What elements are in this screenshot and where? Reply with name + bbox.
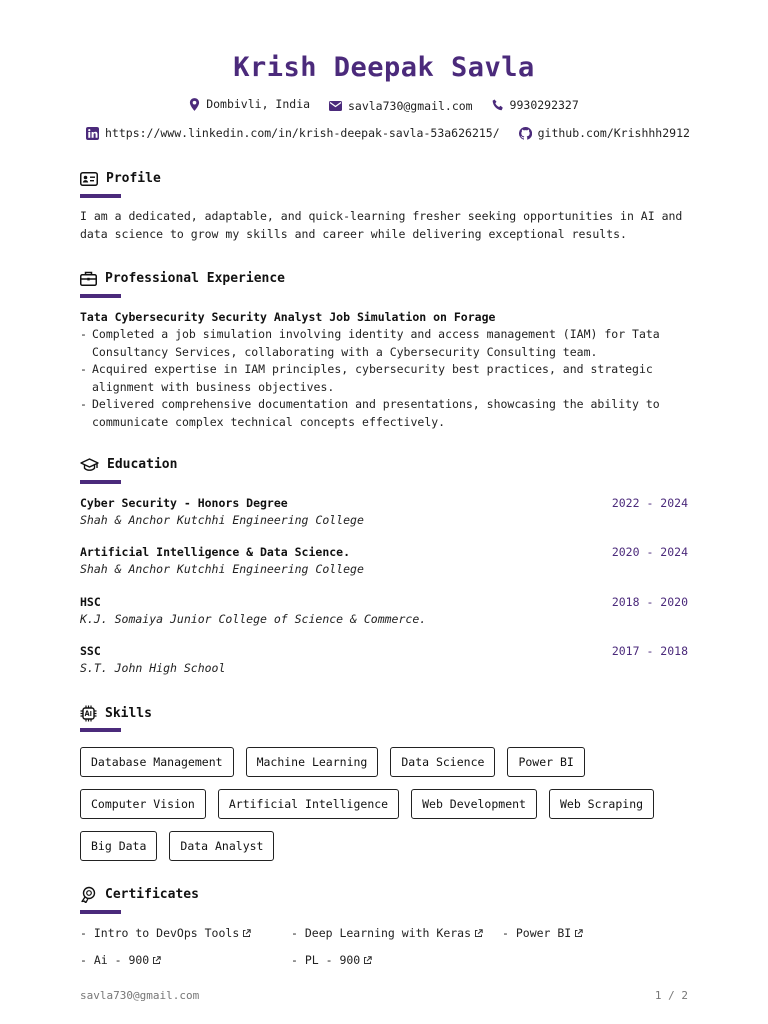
skill-chip: Web Scraping bbox=[549, 789, 654, 819]
external-link-icon bbox=[242, 929, 251, 938]
linkedin-icon bbox=[86, 127, 99, 140]
phone-icon bbox=[492, 99, 504, 111]
section-underline bbox=[80, 728, 121, 732]
skills-title: Skills bbox=[105, 706, 152, 721]
skill-chip: Data Analyst bbox=[169, 831, 274, 861]
certificate-badge-icon bbox=[80, 886, 97, 903]
education-school: Shah & Anchor Kutchhi Engineering College bbox=[80, 513, 364, 527]
certificate-link[interactable] bbox=[291, 926, 483, 940]
experience-bullets bbox=[80, 326, 688, 431]
skill-chip: Data Science bbox=[390, 747, 495, 777]
certificate-name[interactable]: - Power BI bbox=[502, 926, 572, 940]
skill-row bbox=[80, 831, 690, 861]
external-link-icon bbox=[152, 956, 161, 965]
certificate-name[interactable]: - Deep Learning with Keras bbox=[291, 926, 472, 940]
email-icon bbox=[329, 101, 342, 111]
briefcase-icon bbox=[80, 271, 97, 286]
external-link-icon bbox=[363, 956, 372, 965]
certificate-name[interactable]: - Intro to DevOps Tools bbox=[80, 926, 240, 940]
certificate-name[interactable]: - Ai - 900 bbox=[80, 953, 150, 967]
resume-name: Krish Deepak Savla bbox=[233, 52, 535, 83]
education-degree: HSC bbox=[80, 595, 101, 609]
certificates-title: Certificates bbox=[105, 887, 199, 902]
education-degree: SSC bbox=[80, 644, 101, 658]
profile-section-header bbox=[80, 171, 161, 186]
skill-chip: Big Data bbox=[80, 831, 157, 861]
education-section-header bbox=[80, 457, 177, 472]
education-item bbox=[80, 496, 688, 527]
certificates-section-header bbox=[80, 886, 199, 903]
github-icon bbox=[519, 127, 532, 140]
external-link-icon bbox=[474, 929, 483, 938]
linkedin-link[interactable]: https://www.linkedin.com/in/krish-deepak-savla-53a626215/ bbox=[105, 126, 500, 140]
github-link[interactable]: github.com/Krishhh2912 bbox=[537, 126, 690, 140]
education-years: 2017 - 2018 bbox=[611, 644, 688, 658]
contact-row-links bbox=[80, 126, 688, 143]
skill-chip: Power BI bbox=[507, 747, 584, 777]
certificate-link[interactable] bbox=[291, 953, 372, 967]
certificate-link[interactable] bbox=[502, 926, 583, 940]
experience-title: Professional Experience bbox=[105, 271, 286, 286]
section-underline bbox=[80, 480, 121, 484]
graduation-cap-icon bbox=[80, 458, 99, 472]
education-degree: Cyber Security - Honors Degree bbox=[80, 496, 288, 510]
education-school: S.T. John High School bbox=[80, 661, 226, 675]
education-item bbox=[80, 595, 688, 626]
education-school: K.J. Somaiya Junior College of Science & Commerce. bbox=[80, 612, 427, 626]
phone-item[interactable] bbox=[492, 98, 579, 112]
skill-row bbox=[80, 747, 690, 777]
education-item bbox=[80, 545, 688, 576]
external-link-icon bbox=[574, 929, 583, 938]
education-years: 2020 - 2024 bbox=[611, 545, 688, 559]
resume-page bbox=[80, 0, 688, 1024]
profile-title: Profile bbox=[106, 171, 161, 186]
experience-bullet: - Completed a job simulation involving identity and access management (IAM) for Tata Consultancy Services, collaborating with a Cybersecurity Consulting team. bbox=[80, 326, 688, 361]
id-card-icon bbox=[80, 172, 98, 186]
skill-chip: Artificial Intelligence bbox=[218, 789, 399, 819]
page-number: 1 / 2 bbox=[654, 989, 688, 1002]
education-item bbox=[80, 644, 688, 675]
email-text[interactable]: savla730@gmail.com bbox=[347, 98, 473, 113]
education-years: 2018 - 2020 bbox=[611, 595, 688, 609]
footer-email: savla730@gmail.com bbox=[80, 989, 200, 1002]
skill-row bbox=[80, 789, 690, 819]
location-pin-icon bbox=[189, 98, 200, 111]
location-text: Dombivli, India bbox=[206, 97, 311, 111]
experience-section-header bbox=[80, 271, 285, 286]
skill-chip: Computer Vision bbox=[80, 789, 206, 819]
education-years: 2022 - 2024 bbox=[611, 496, 688, 510]
skill-chip: Web Development bbox=[411, 789, 537, 819]
profile-text: I am a dedicated, adaptable, and quick-learning fresher seeking opportunities in AI and data science to grow my skills and career while delivering exceptional results. bbox=[80, 209, 683, 241]
location-item bbox=[189, 97, 310, 111]
skills-chips bbox=[80, 747, 690, 873]
section-underline bbox=[80, 194, 121, 198]
skill-chip: Database Management bbox=[80, 747, 234, 777]
skills-section-header bbox=[80, 705, 152, 722]
ai-chip-icon bbox=[80, 705, 97, 722]
skill-chip: Machine Learning bbox=[246, 747, 379, 777]
email-item[interactable] bbox=[329, 99, 473, 113]
phone-text[interactable]: 9930292327 bbox=[509, 97, 579, 112]
experience-bullet: - Delivered comprehensive documentation and presentations, showcasing the ability to communicate complex technical concepts effectively. bbox=[80, 396, 688, 431]
section-underline bbox=[80, 910, 121, 914]
education-title: Education bbox=[107, 457, 178, 472]
contact-row-primary bbox=[80, 97, 688, 114]
certificate-link[interactable] bbox=[80, 926, 251, 940]
education-school: Shah & Anchor Kutchhi Engineering College bbox=[80, 562, 364, 576]
certificate-link[interactable] bbox=[80, 953, 161, 967]
job-title: Tata Cybersecurity Security Analyst Job Simulation on Forage bbox=[80, 310, 496, 324]
section-underline bbox=[80, 294, 121, 298]
linkedin-item[interactable] bbox=[86, 126, 500, 140]
github-item[interactable] bbox=[519, 126, 690, 140]
education-degree: Artificial Intelligence & Data Science. bbox=[80, 545, 351, 559]
certificate-name[interactable]: - PL - 900 bbox=[291, 953, 361, 967]
experience-bullet: - Acquired expertise in IAM principles, cybersecurity best practices, and strategic alignment with business objectives. bbox=[80, 361, 688, 396]
